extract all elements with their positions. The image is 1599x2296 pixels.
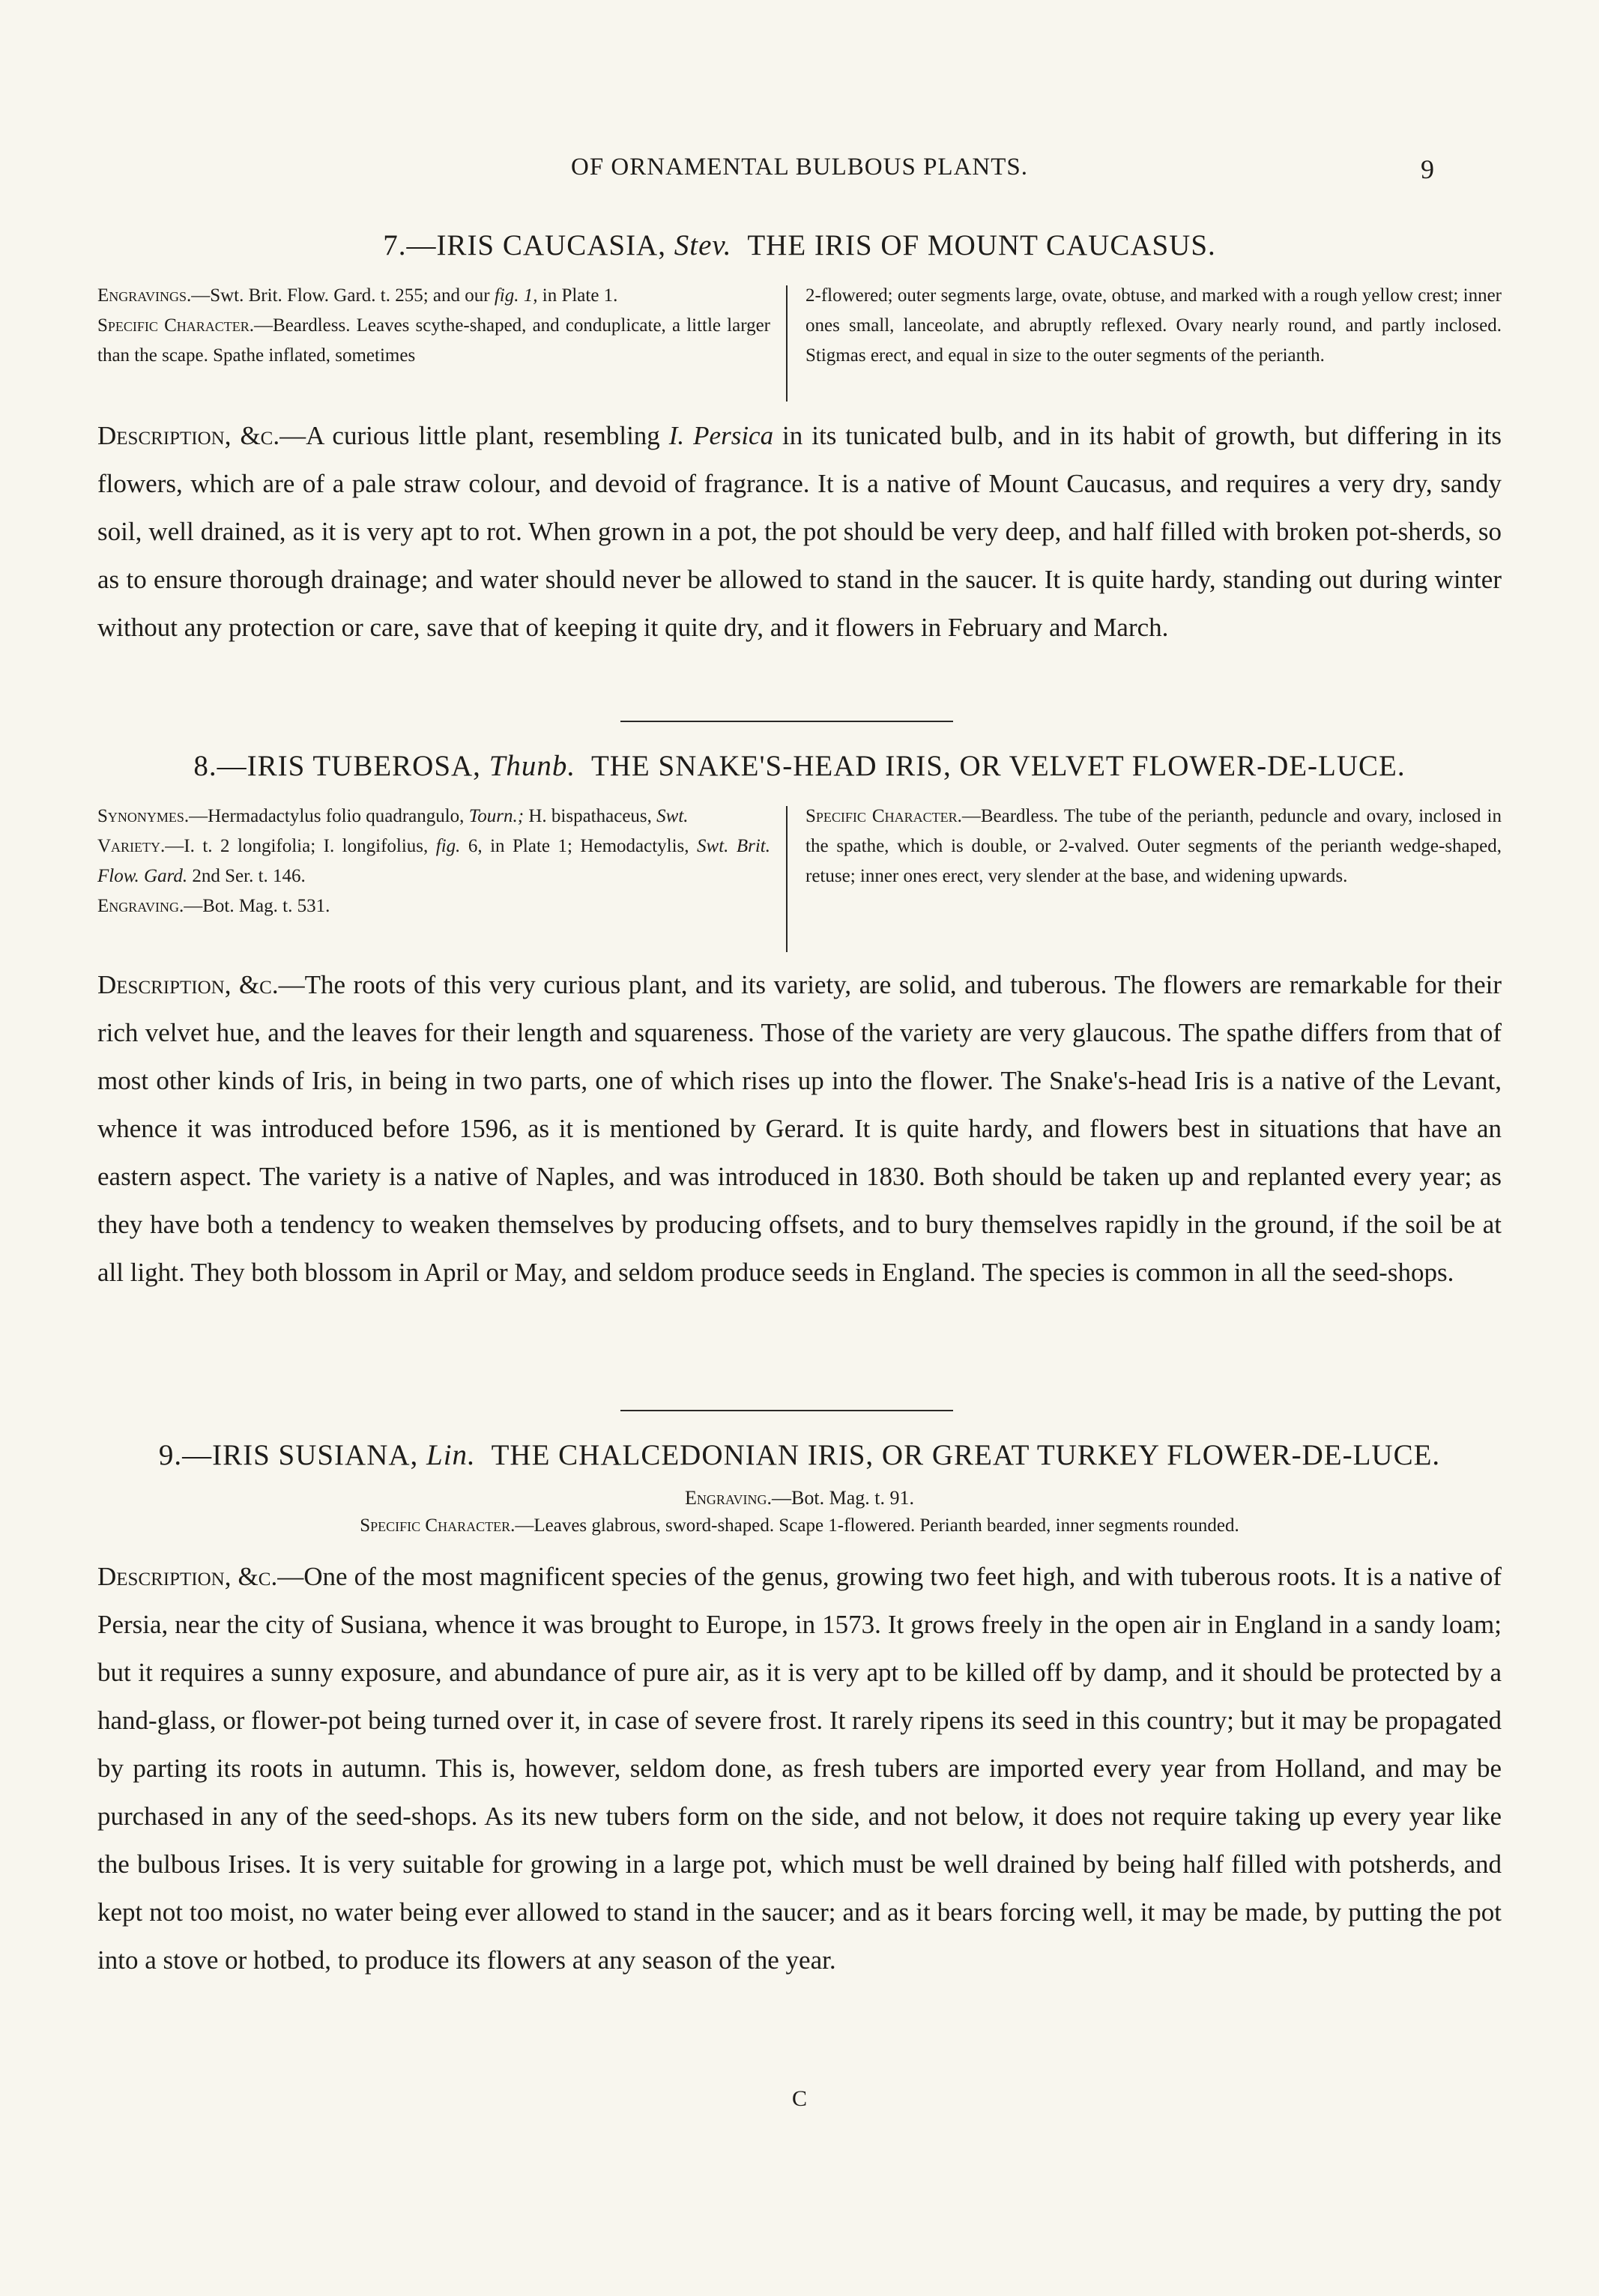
section-divider xyxy=(620,721,953,722)
section-9-heading xyxy=(97,1438,1502,1472)
signature-mark: C xyxy=(791,2086,807,2111)
section-7-meta-left xyxy=(97,281,770,371)
section-8-meta-left xyxy=(97,802,770,921)
synonymes-label: Synonymes. xyxy=(97,806,190,826)
section-8-variety: Variety.—I. t. 2 longifolia; I. longifolius, fig. 6, in Plate 1; Hemodactylis, Swt. Brit. Flow. Gard. 2nd Ser. t. 146. xyxy=(97,836,771,886)
section-8-synonymes: Synonymes.—Hermadactylus folio quadrangulo, Tourn.; H. bispathaceus, Swt. xyxy=(97,806,689,826)
description-label: Description, &c. xyxy=(97,1562,278,1591)
section-9-common-name: THE CHALCEDONIAN IRIS, OR GREAT TURKEY FLOWER-DE-LUCE. xyxy=(491,1439,1441,1471)
section-9-author: Lin. xyxy=(426,1439,476,1471)
specific-character-label: Specific Character. xyxy=(360,1515,516,1536)
section-7-author: Stev. xyxy=(674,229,732,261)
specific-character-label: Specific Character. xyxy=(805,806,962,826)
section-8-common-name: THE SNAKE'S-HEAD IRIS, OR VELVET FLOWER-DE-LUCE. xyxy=(590,750,1406,782)
description-label: Description, &c. xyxy=(97,970,279,999)
section-9-description: Description, &c.—One of the most magnificent species of the genus, growing two feet high, and with tuberous roots. It is a native of Persia, near the city of Susiana, whence it was brought to Europe, in 1573. It grows freely in the open air in England in a sandy loam; but it requires a sunny exposure, and abundance of pure air, as it is very apt to be killed off by damp, and it should be protected by a hand-glass, or flower-pot being turned over it, in case of severe frost. It rarely ripens its seed in this country; but it may be propagated by parting its roots in autumn. This is, however, seldom done, as fresh tubers are imported every year from Holland, and may be purchased in any of the seed-shops. As its new tubers form on the side, and not below, it does not require taking up every year like the bulbous Irises. It is very suitable for growing in a large pot, which must be well drained by being half filled with potsherds, and kept not too moist, no water being ever allowed to stand in the saucer; and as it bears forcing well, it may be made, by putting the pot into a stove or hotbed, to produce its flowers at any season of the year. xyxy=(97,1562,1502,1975)
section-7-meta-right xyxy=(805,281,1502,371)
section-9-engraving: Engraving.—Bot. Mag. t. 91. xyxy=(684,1487,914,1509)
section-8-meta-right xyxy=(805,802,1502,891)
section-9-specific-character: Specific Character.—Leaves glabrous, sword-shaped. Scape 1-flowered. Perianth bearded, inner segments rounded. xyxy=(360,1515,1239,1536)
section-8-meta xyxy=(97,802,1502,955)
engraving-label: Engraving. xyxy=(684,1487,773,1509)
fig-reference: fig. 1, xyxy=(494,285,538,306)
species-italic: I. Persica xyxy=(668,421,774,450)
variety-label: Variety. xyxy=(97,836,166,856)
section-7-description: Description, &c.—A curious little plant, resembling I. Persica in its tunicated bulb, and in its habit of growth, but differing in its flowers, which are of a pale straw colour, and devoid of fragrance. It is a native of Mount Caucasus, and requires a very dry, sandy soil, well drained, as it is very apt to rot. When grown in a pot, the pot should be very deep, and half filled with broken pot-sherds, so as to ensure thorough drainage; and water should never be allowed to stand in the saucer. It is quite hardy, standing out during winter without any protection or care, save that of keeping it quite dry, and it flowers in February and March. xyxy=(97,421,1502,642)
column-divider xyxy=(786,806,788,952)
section-8-number: 8.—IRIS TUBEROSA, xyxy=(193,750,481,782)
column-divider xyxy=(786,285,788,402)
section-7-specific-character-cont: 2-flowered; outer segments large, ovate, obtuse, and marked with a rough yellow crest; inner ones small, lanceolate, and abruptly reflexed. Ovary nearly round, and partly inclosed. Stigmas erect, and equal in size to the outer segments of the perianth. xyxy=(805,285,1502,366)
section-8-specific-character: Specific Character.—Beardless. The tube of the perianth, peduncle and ovary, inclosed in the spathe, which is double, or 2-valved. Outer segments of the perianth wedge-shaped, retuse; inner ones erect, very slender at the base, and widening upwards. xyxy=(805,806,1502,886)
engraving-label: Engraving. xyxy=(97,896,184,916)
description-label: Description, &c. xyxy=(97,421,280,450)
section-7-number: 7.—IRIS CAUCASIA, xyxy=(383,229,666,261)
section-8-heading xyxy=(97,749,1502,783)
section-7-meta xyxy=(97,281,1502,405)
running-title: OF ORNAMENTAL BULBOUS PLANTS. xyxy=(570,154,1028,181)
engravings-label: Engravings. xyxy=(97,285,192,306)
running-head xyxy=(97,154,1502,188)
section-7-specific-character: Specific Character.—Beardless. Leaves scythe-shaped, and conduplicate, a little larger than the scape. Spathe inflated, sometimes xyxy=(97,315,771,366)
section-9-number: 9.—IRIS SUSIANA, xyxy=(158,1439,419,1471)
section-7-engravings: Engravings.—Swt. Brit. Flow. Gard. t. 255; and our fig. 1, in Plate 1. xyxy=(97,285,618,306)
page-number: 9 xyxy=(1421,154,1434,184)
section-divider xyxy=(620,1410,953,1411)
section-7-heading xyxy=(97,228,1502,262)
specific-character-label: Specific Character. xyxy=(97,315,255,336)
section-8-description: Description, &c.—The roots of this very curious plant, and its variety, are solid, and tuberous. The flowers are remarkable for their rich velvet hue, and the leaves for their length and squareness. Those of the variety are very glaucous. The spathe differs from that of most other kinds of Iris, in being in two parts, one of which rises up into the flower. The Snake's-head Iris is a native of the Levant, whence it was introduced before 1596, as it is mentioned by Gerard. It is quite hardy, and flowers best in situations that have an eastern aspect. The variety is a native of Naples, and was introduced in 1830. Both should be taken up and replanted every year; as they have both a tendency to weaken themselves by producing offsets, and to bury themselves rapidly in the ground, if the soil be at all light. They both blossom in April or May, and seldom produce seeds in England. The species is common in all the seed-shops. xyxy=(97,970,1502,1287)
section-7-common-name: THE IRIS OF MOUNT CAUCASUS. xyxy=(747,229,1216,261)
section-8-author: Thunb. xyxy=(489,750,576,782)
section-8-engraving: Engraving.—Bot. Mag. t. 531. xyxy=(97,896,330,916)
